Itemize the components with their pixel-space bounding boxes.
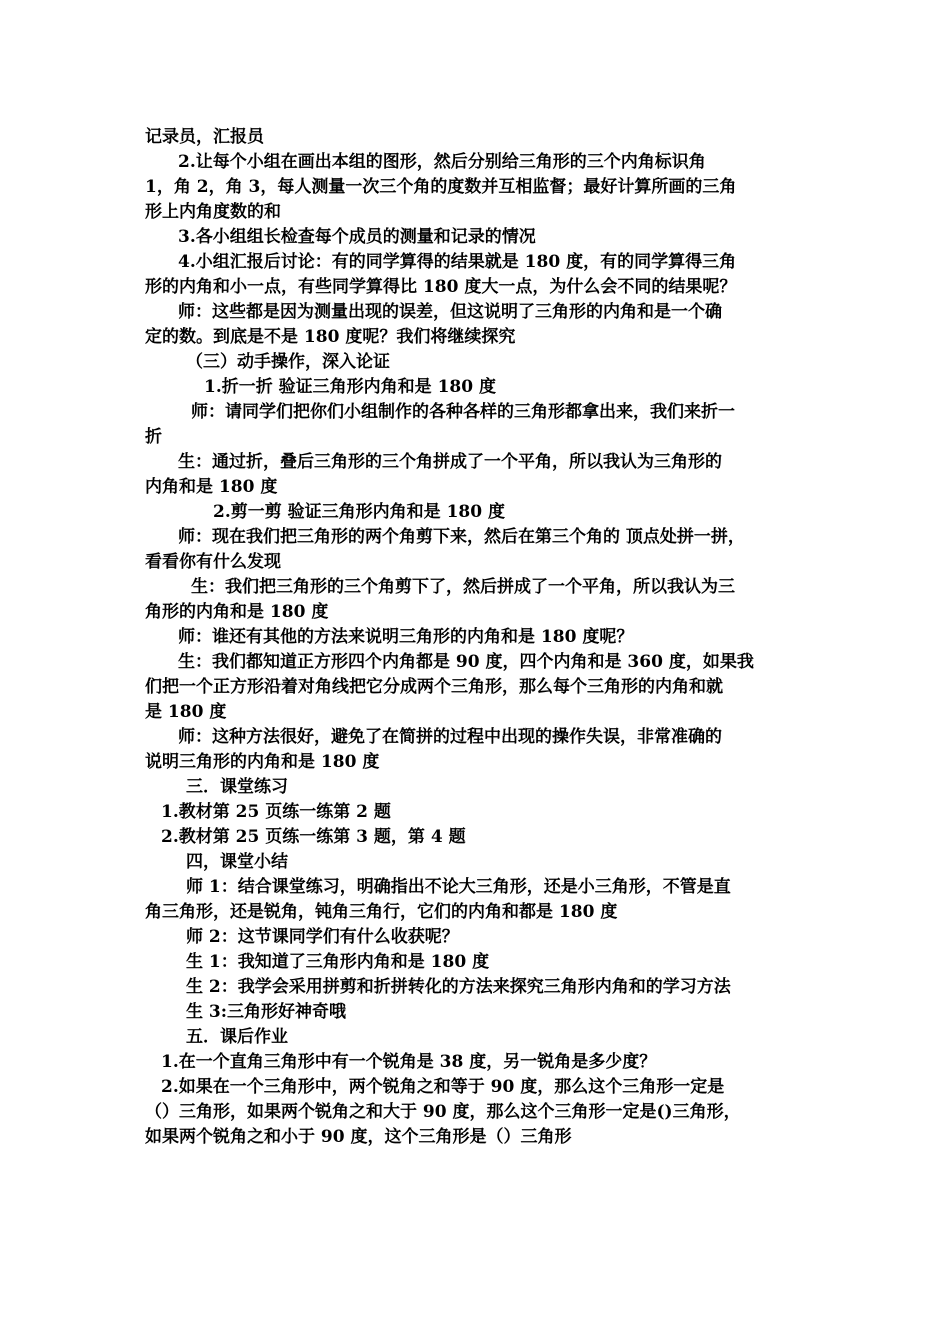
text-line: 生 1：我知道了三角形内角和是 180 度 — [186, 952, 490, 972]
list-item: 1.在一个直角三角形中有一个锐角是 38 度，另一锐角是多少度？ — [161, 1052, 657, 1072]
text-line: 师：这些都是因为测量出现的误差，但这说明了三角形的内角和是一个确 — [178, 302, 722, 322]
text-line: 说明三角形的内角和是 180 度 — [145, 752, 380, 772]
text-line: 生：通过折，叠后三角形的三个角拼成了一个平角，所以我认为三角形的 — [178, 452, 722, 472]
list-item: 2.教材第 25 页练一练第 3 题，第 4 题 — [161, 827, 466, 847]
text-line: 4.小组汇报后讨论：有的同学算得的结果就是 180 度，有的同学算得三角 — [178, 252, 737, 272]
text-line: 生 2：我学会采用拼剪和折拼转化的方法来探究三角形内角和的学习方法 — [186, 977, 731, 997]
text-line: 们把一个正方形沿着对角线把它分成两个三角形，那么每个三角形的内角和就 — [145, 677, 723, 697]
text-line: 生：我们都知道正方形四个内角都是 90 度，四个内角和是 360 度，如果我 — [178, 652, 754, 672]
list-item: 1.教材第 25 页练一练第 2 题 — [161, 802, 391, 822]
subsection-heading: 1.折一折 验证三角形内角和是 180 度 — [204, 377, 496, 397]
text-line: 折 — [145, 427, 162, 447]
text-line: 是 180 度 — [145, 702, 227, 722]
text-line: 2.让每个小组在画出本组的图形，然后分别给三角形的三个内角标识角 — [178, 152, 706, 172]
text-line: 生：我们把三角形的三个角剪下了，然后拼成了一个平角，所以我认为三 — [191, 577, 735, 597]
text-line: 师 1：结合课堂练习，明确指出不论大三角形，还是小三角形，不管是直 — [186, 877, 731, 897]
text-line: 师：请同学们把你们小组制作的各种各样的三角形都拿出来，我们来折一 — [191, 402, 735, 422]
section-heading: 五．课后作业 — [186, 1027, 288, 1047]
list-item: 2.如果在一个三角形中，两个锐角之和等于 90 度，那么这个三角形一定是 — [161, 1077, 725, 1097]
text-line: 记录员，汇报员 — [145, 127, 264, 147]
section-heading: 三．课堂练习 — [186, 777, 288, 797]
text-line: 内角和是 180 度 — [145, 477, 278, 497]
text-line: 师：这种方法很好，避免了在简拼的过程中出现的操作失误，非常准确的 — [178, 727, 722, 747]
text-line: 师：谁还有其他的方法来说明三角形的内角和是 180 度呢？ — [178, 627, 634, 647]
section-heading: （三）动手操作，深入论证 — [186, 352, 390, 372]
text-line: 如果两个锐角之和小于 90 度，这个三角形是（）三角形 — [145, 1127, 572, 1147]
subsection-heading: 2.剪一剪 验证三角形内角和是 180 度 — [213, 502, 505, 522]
text-line: 形的内角和小一点，有些同学算得比 180 度大一点，为什么会不同的结果呢？ — [145, 277, 737, 297]
text-line: 角三角形，还是锐角，钝角三角行，它们的内角和都是 180 度 — [145, 902, 618, 922]
text-line: （）三角形，如果两个锐角之和大于 90 度，那么这个三角形一定是()三角形， — [145, 1102, 741, 1122]
text-line: 定的数。到底是不是 180 度呢？我们将继续探究 — [145, 327, 516, 347]
text-line: 师 2：这节课同学们有什么收获呢？ — [186, 927, 459, 947]
text-line: 师：现在我们把三角形的两个角剪下来，然后在第三个角的 顶点处拼一拼， — [178, 527, 745, 547]
text-line: 3.各小组组长检查每个成员的测量和记录的情况 — [178, 227, 536, 247]
text-line: 角形的内角和是 180 度 — [145, 602, 329, 622]
text-line: 看看你有什么发现 — [145, 552, 281, 572]
text-line: 生 3:三角形好神奇哦 — [186, 1002, 347, 1022]
section-heading: 四，课堂小结 — [186, 852, 288, 872]
text-line: 形上内角度数的和 — [145, 202, 281, 222]
text-line: 1，角 2，角 3，每人测量一次三个角的度数并互相监督；最好计算所画的三角 — [145, 177, 737, 197]
